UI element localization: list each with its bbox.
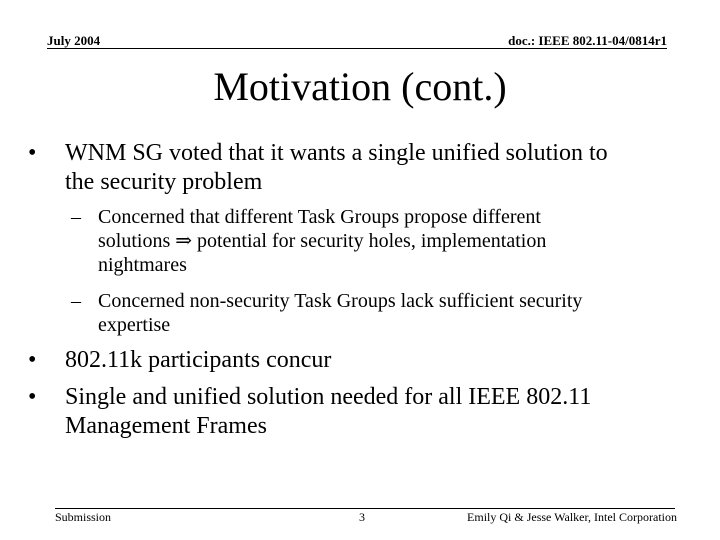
subbullet-concerned-task-groups xyxy=(71,205,546,277)
footer-authors: Emily Qi & Jesse Walker, Intel Corporation xyxy=(467,510,677,524)
bullet-line: WNM SG voted that it wants a single unified solution to xyxy=(65,140,608,166)
bullet-mark: • xyxy=(28,140,37,166)
subbullet-mark: – xyxy=(71,206,81,228)
footer-submission: Submission xyxy=(55,510,112,524)
subbullet-line: nightmares xyxy=(98,254,187,276)
header-doc-number: doc.: IEEE 802.11-04/0814r1 xyxy=(508,33,667,48)
footer-page-number: 3 xyxy=(359,510,365,524)
footer-rule xyxy=(55,508,675,509)
bullet-text xyxy=(65,139,608,197)
subbullet-mark: – xyxy=(71,290,81,312)
header-rule xyxy=(47,48,667,49)
subbullet-text xyxy=(98,205,546,277)
bullet-text xyxy=(65,383,591,441)
subbullet-line: expertise xyxy=(98,314,171,336)
bullet-80211k-concur xyxy=(28,346,331,375)
bullet-line: Single and unified solution needed for all IEEE 802.11 xyxy=(65,384,592,410)
bullet-line: Management Frames xyxy=(65,413,267,439)
subbullet-line: solutions ⇒ potential for security holes, implementation xyxy=(98,230,547,252)
slide-title: Motivation (cont.) xyxy=(213,64,507,109)
bullet-unified-solution xyxy=(28,383,591,441)
subbullet-line: Concerned non-security Task Groups lack sufficient security xyxy=(98,290,583,312)
bullet-text xyxy=(65,346,331,375)
bullet-mark: • xyxy=(28,384,37,410)
header-date: July 2004 xyxy=(47,33,101,48)
bullet-mark: • xyxy=(28,347,37,373)
bullet-wnm-sg xyxy=(28,139,608,197)
subbullet-line: Concerned that different Task Groups propose different xyxy=(98,206,541,228)
bullet-line: 802.11k participants concur xyxy=(65,347,332,373)
bullet-line: the security problem xyxy=(65,169,263,195)
subbullet-text xyxy=(98,289,582,337)
subbullet-concerned-expertise xyxy=(71,289,582,337)
